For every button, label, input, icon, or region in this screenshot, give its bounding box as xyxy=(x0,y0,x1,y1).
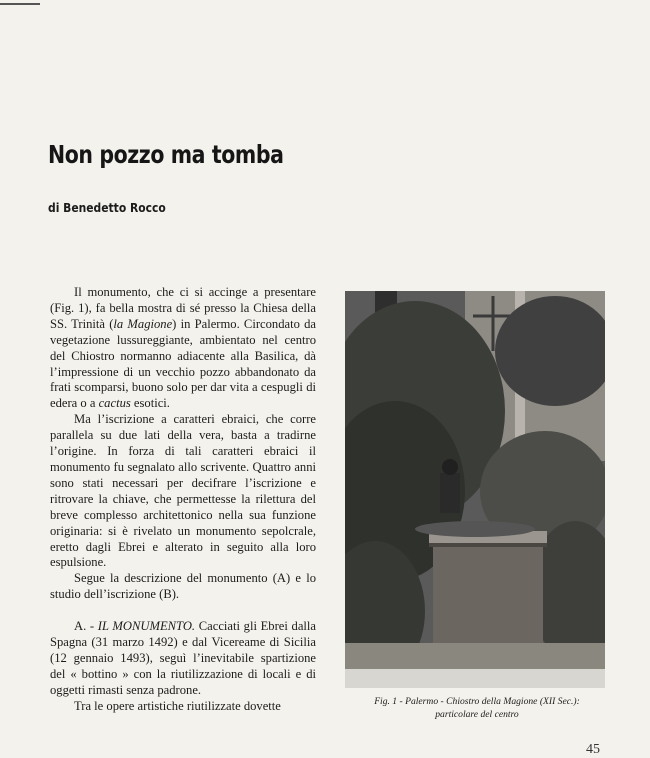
paragraph-outline: Segue la descrizione del monumento (A) e lo studio dell’iscrizione (B). xyxy=(50,571,316,602)
caption-line-1: Fig. 1 - Palermo - Chiostro della Magione (XII Sec.): xyxy=(374,696,580,707)
article-author: di Benedetto Rocco xyxy=(48,200,166,215)
paragraph-intro: Il monumento, che ci si accinge a presentare (Fig. 1), fa bella mostra di sé presso la Chiesa della SS. Trinità (la Magione) in Palermo. Circondato da vegetazione lussureggiante, ambientato nel centro del Chiostro normanno adiacente alla Basilica, dà l’impressione di un vecchio pozzo abbandonato da frati scomparsi, buono solo per dar vita a cespugli di edera o a cactus esotici. xyxy=(50,285,316,411)
header-rule xyxy=(0,3,40,5)
article-title: Non pozzo ma tomba xyxy=(48,140,284,169)
figure-caption xyxy=(342,695,612,721)
page-number: 45 xyxy=(586,742,600,757)
paragraph-section-a: A. - IL MONUMENTO. Cacciati gli Ebrei dalla Spagna (31 marzo 1492) e dal Vicereame di Sicilia (12 gennaio 1493), seguì l’inevitabile spartizione del « bottino » con la riutilizzazione di locali e di oggetti rimasti senza padrone. xyxy=(50,619,317,697)
cloister-photo-illustration xyxy=(345,291,605,688)
body-column xyxy=(50,285,316,715)
paragraph-continuation: Tra le opere artistiche riutilizzate dovette xyxy=(74,698,281,713)
caption-line-2: particolare del centro xyxy=(435,709,519,720)
figure-photo xyxy=(345,291,605,688)
paragraph-inscription: Ma l’iscrizione a caratteri ebraici, che corre parallela su due lati della vera, basta a tradirne l’origine. In forza di tali caratteri ebraici il monumento fu segnalato allo scrivente. Quattro anni sono stati necessari per decifrare l’iscrizione e ritrovare la chiave, che permettesse la rilettura del breve complesso architettonico nella sua funzione originaria: si è rivelato un monumento sepolcrale, eretto dagli Ebrei e alterato in seguito alla loro espulsione. xyxy=(50,412,316,570)
